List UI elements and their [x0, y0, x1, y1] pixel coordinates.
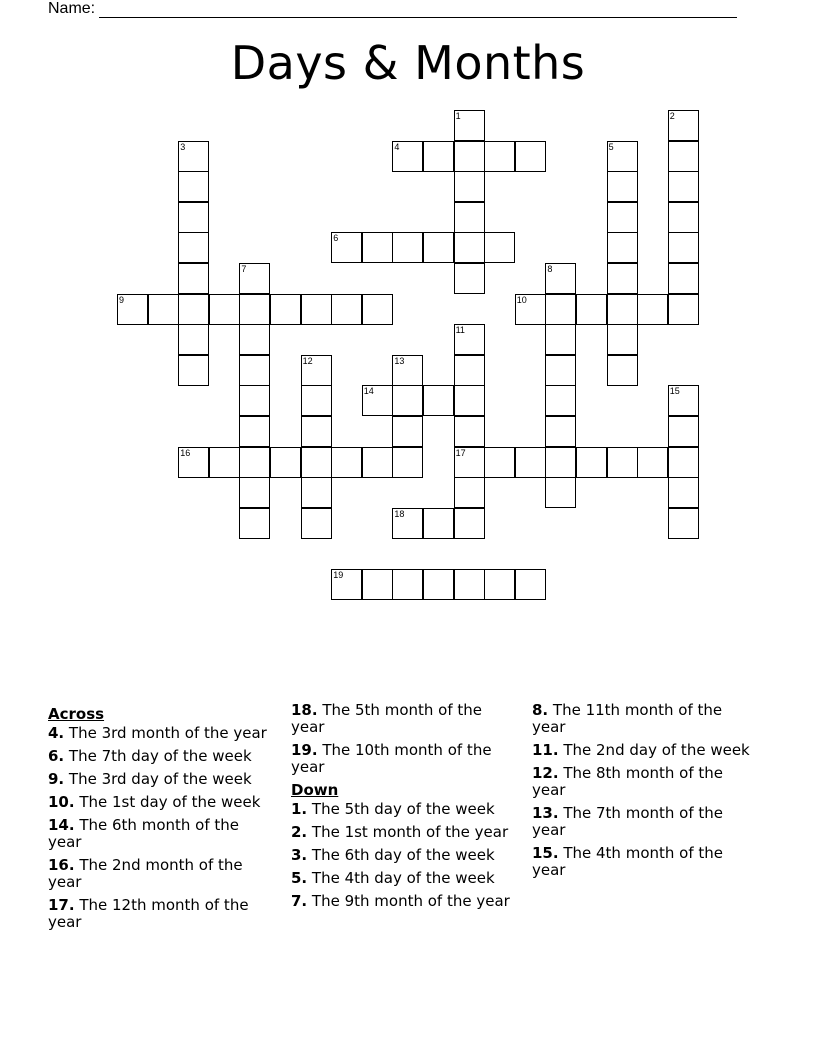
clue-text: The 7th month of the year [532, 804, 724, 839]
grid-cell[interactable] [239, 294, 270, 325]
clue-text: The 7th day of the week [64, 747, 252, 765]
cell-number: 11 [455, 325, 465, 336]
grid-cell[interactable] [484, 141, 515, 172]
cell-number: 3 [180, 141, 186, 152]
grid-cell[interactable] [270, 294, 301, 325]
cell-number: 1 [455, 111, 461, 121]
clue-number: 2. [291, 823, 308, 841]
cell-number: 18 [394, 508, 405, 519]
cell-number: 7 [241, 264, 247, 274]
cell-number: 4 [394, 141, 400, 152]
grid-cell[interactable] [545, 477, 576, 508]
grid-cell[interactable] [668, 110, 699, 141]
grid-cell[interactable] [209, 294, 240, 325]
clue-number: 3. [291, 846, 308, 864]
grid-cell[interactable] [392, 447, 423, 478]
clue-text: The 3rd month of the year [64, 724, 267, 742]
clue-text: The 1st month of the year [307, 823, 509, 841]
grid-cell[interactable] [392, 232, 423, 263]
grid-cell[interactable] [301, 508, 332, 539]
grid-cell[interactable] [454, 202, 485, 233]
clue-text: The 3rd day of the week [64, 770, 252, 788]
grid-cell[interactable] [178, 171, 209, 202]
grid-cell[interactable] [668, 385, 699, 416]
down-clue [291, 893, 517, 910]
clue-column-2 [291, 702, 517, 916]
grid-cell[interactable] [392, 385, 423, 416]
cell-number: 8 [547, 264, 553, 274]
across-clue [291, 702, 517, 736]
down-clue [291, 847, 517, 864]
grid-cell[interactable] [301, 294, 332, 325]
grid-cell[interactable] [178, 447, 209, 478]
grid-cell[interactable] [545, 294, 576, 325]
grid-cell[interactable] [576, 294, 607, 325]
grid-cell[interactable] [668, 141, 699, 172]
grid-cell[interactable] [239, 385, 270, 416]
grid-cell[interactable] [239, 416, 270, 447]
grid-cell[interactable] [454, 110, 485, 141]
grid-cell[interactable] [637, 294, 668, 325]
across-clue [48, 748, 274, 765]
across-clue [291, 742, 517, 776]
grid-cell[interactable] [576, 447, 607, 478]
clue-number: 7. [291, 892, 308, 910]
clue-text: The 1st day of the week [74, 793, 261, 811]
grid-cell[interactable] [301, 477, 332, 508]
grid-cell[interactable] [454, 508, 485, 539]
grid-cell[interactable] [239, 477, 270, 508]
clue-number: 14. [48, 816, 75, 834]
grid-cell[interactable] [545, 324, 576, 355]
down-clue [532, 805, 758, 839]
grid-cell[interactable] [178, 141, 209, 172]
grid-cell[interactable] [454, 141, 485, 172]
clue-text: The 4th day of the week [307, 869, 495, 887]
clue-text: The 8th month of the year [532, 764, 724, 799]
grid-cell[interactable] [545, 263, 576, 294]
cell-number: 15 [669, 386, 680, 397]
grid-cell[interactable] [301, 385, 332, 416]
grid-cell[interactable] [545, 416, 576, 447]
grid-cell[interactable] [668, 294, 699, 325]
down-clue [532, 765, 758, 799]
grid-cell[interactable] [362, 569, 393, 600]
grid-cell[interactable] [484, 232, 515, 263]
grid-cell[interactable] [301, 447, 332, 478]
clue-number: 6. [48, 747, 65, 765]
grid-cell[interactable] [454, 569, 485, 600]
grid-cell[interactable] [392, 569, 423, 600]
clue-number: 19. [291, 741, 318, 759]
grid-cell[interactable] [545, 385, 576, 416]
grid-cell[interactable] [515, 569, 546, 600]
clue-text: The 11th month of the year [532, 701, 723, 736]
across-clue [48, 857, 274, 891]
cell-number: 16 [180, 447, 191, 458]
clue-number: 12. [532, 764, 559, 782]
across-heading: Across [48, 705, 105, 723]
grid-cell[interactable] [637, 447, 668, 478]
clue-number: 16. [48, 856, 75, 874]
grid-cell[interactable] [668, 447, 699, 478]
grid-cell[interactable] [484, 447, 515, 478]
clue-text: The 5th day of the week [307, 800, 495, 818]
grid-cell[interactable] [668, 202, 699, 233]
cell-number: 2 [669, 111, 675, 121]
grid-cell[interactable] [607, 447, 638, 478]
clue-number: 18. [291, 701, 318, 719]
grid-cell[interactable] [178, 355, 209, 386]
clue-column-1 [48, 702, 274, 937]
across-clue [48, 771, 274, 788]
clue-text: The 10th month of the year [291, 741, 492, 776]
clue-number: 1. [291, 800, 308, 818]
grid-cell[interactable] [178, 263, 209, 294]
grid-cell[interactable] [668, 232, 699, 263]
grid-cell[interactable] [362, 294, 393, 325]
clue-text: The 4th month of the year [532, 844, 724, 879]
cell-number: 6 [333, 233, 339, 244]
cell-number: 12 [302, 355, 313, 366]
grid-cell[interactable] [423, 141, 454, 172]
grid-cell[interactable] [607, 141, 638, 172]
grid-cell[interactable] [454, 385, 485, 416]
cell-number: 9 [119, 294, 125, 305]
grid-cell[interactable] [607, 171, 638, 202]
down-clue [532, 742, 758, 759]
grid-cell[interactable] [331, 294, 362, 325]
grid-cell[interactable] [454, 263, 485, 294]
down-clue [291, 824, 517, 841]
cell-number: 19 [333, 570, 344, 580]
grid-cell[interactable] [148, 294, 179, 325]
grid-cell[interactable] [178, 232, 209, 263]
grid-cell[interactable] [607, 232, 638, 263]
grid-cell[interactable] [668, 416, 699, 447]
grid-cell[interactable] [392, 508, 423, 539]
clue-text: The 6th month of the year [48, 816, 240, 851]
grid-cell[interactable] [454, 477, 485, 508]
across-clue [48, 794, 274, 811]
clue-number: 17. [48, 896, 75, 914]
cell-number: 13 [394, 355, 405, 366]
grid-cell[interactable] [239, 447, 270, 478]
grid-cell[interactable] [423, 569, 454, 600]
cell-number: 5 [608, 141, 614, 152]
grid-cell[interactable] [668, 171, 699, 202]
cell-number: 17 [455, 447, 466, 458]
grid-cell[interactable] [545, 447, 576, 478]
grid-cell[interactable] [668, 477, 699, 508]
grid-cell[interactable] [454, 416, 485, 447]
down-clue [532, 702, 758, 736]
grid-cell[interactable] [392, 141, 423, 172]
grid-cell[interactable] [239, 355, 270, 386]
grid-cell[interactable] [270, 447, 301, 478]
grid-cell[interactable] [239, 508, 270, 539]
grid-cell[interactable] [454, 171, 485, 202]
clue-column-3 [532, 702, 758, 885]
grid-cell[interactable] [423, 232, 454, 263]
grid-cell[interactable] [454, 355, 485, 386]
grid-cell[interactable] [178, 202, 209, 233]
grid-cell[interactable] [392, 355, 423, 386]
grid-cell[interactable] [545, 355, 576, 386]
grid-cell[interactable] [362, 385, 393, 416]
down-clue [532, 845, 758, 879]
grid-cell[interactable] [484, 569, 515, 600]
grid-cell[interactable] [668, 263, 699, 294]
clue-text: The 5th month of the year [291, 701, 483, 736]
grid-cell[interactable] [607, 324, 638, 355]
grid-cell[interactable] [668, 508, 699, 539]
clue-text: The 12th month of the year [48, 896, 249, 931]
grid-cell[interactable] [515, 294, 546, 325]
grid-cell[interactable] [178, 324, 209, 355]
grid-cell[interactable] [454, 447, 485, 478]
cell-number: 10 [516, 294, 527, 305]
grid-cell[interactable] [331, 232, 362, 263]
down-clue [291, 870, 517, 887]
grid-cell[interactable] [392, 416, 423, 447]
grid-cell[interactable] [454, 324, 485, 355]
grid-cell[interactable] [239, 263, 270, 294]
grid-cell[interactable] [301, 355, 332, 386]
clue-number: 8. [532, 701, 549, 719]
across-clue [48, 897, 274, 931]
grid-cell[interactable] [454, 232, 485, 263]
across-clue [48, 725, 274, 742]
clue-number: 13. [532, 804, 559, 822]
grid-cell[interactable] [117, 294, 148, 325]
page-title: Days & Months [230, 36, 586, 90]
grid-cell[interactable] [607, 294, 638, 325]
grid-cell[interactable] [607, 355, 638, 386]
grid-cell[interactable] [607, 263, 638, 294]
grid-cell[interactable] [301, 416, 332, 447]
grid-cell[interactable] [239, 324, 270, 355]
grid-cell[interactable] [362, 447, 393, 478]
clue-text: The 9th month of the year [307, 892, 510, 910]
cell-number: 14 [363, 386, 374, 397]
clue-number: 5. [291, 869, 308, 887]
grid-cell[interactable] [331, 447, 362, 478]
clue-number: 10. [48, 793, 75, 811]
clue-number: 11. [532, 741, 559, 759]
clue-number: 9. [48, 770, 65, 788]
clue-number: 15. [532, 844, 559, 862]
across-clue [48, 817, 274, 851]
grid-cell[interactable] [607, 202, 638, 233]
grid-cell[interactable] [331, 569, 362, 600]
down-heading: Down [291, 781, 339, 799]
grid-cell[interactable] [362, 232, 393, 263]
down-clue [291, 801, 517, 818]
clue-number: 4. [48, 724, 65, 742]
grid-cell[interactable] [423, 508, 454, 539]
grid-cell[interactable] [423, 385, 454, 416]
grid-cell[interactable] [178, 294, 209, 325]
clue-text: The 6th day of the week [307, 846, 495, 864]
grid-cell[interactable] [515, 447, 546, 478]
grid-cell[interactable] [515, 141, 546, 172]
clue-text: The 2nd day of the week [558, 741, 750, 759]
grid-cell[interactable] [209, 447, 240, 478]
name-label: Name: [48, 0, 96, 17]
clue-text: The 2nd month of the year [48, 856, 243, 891]
